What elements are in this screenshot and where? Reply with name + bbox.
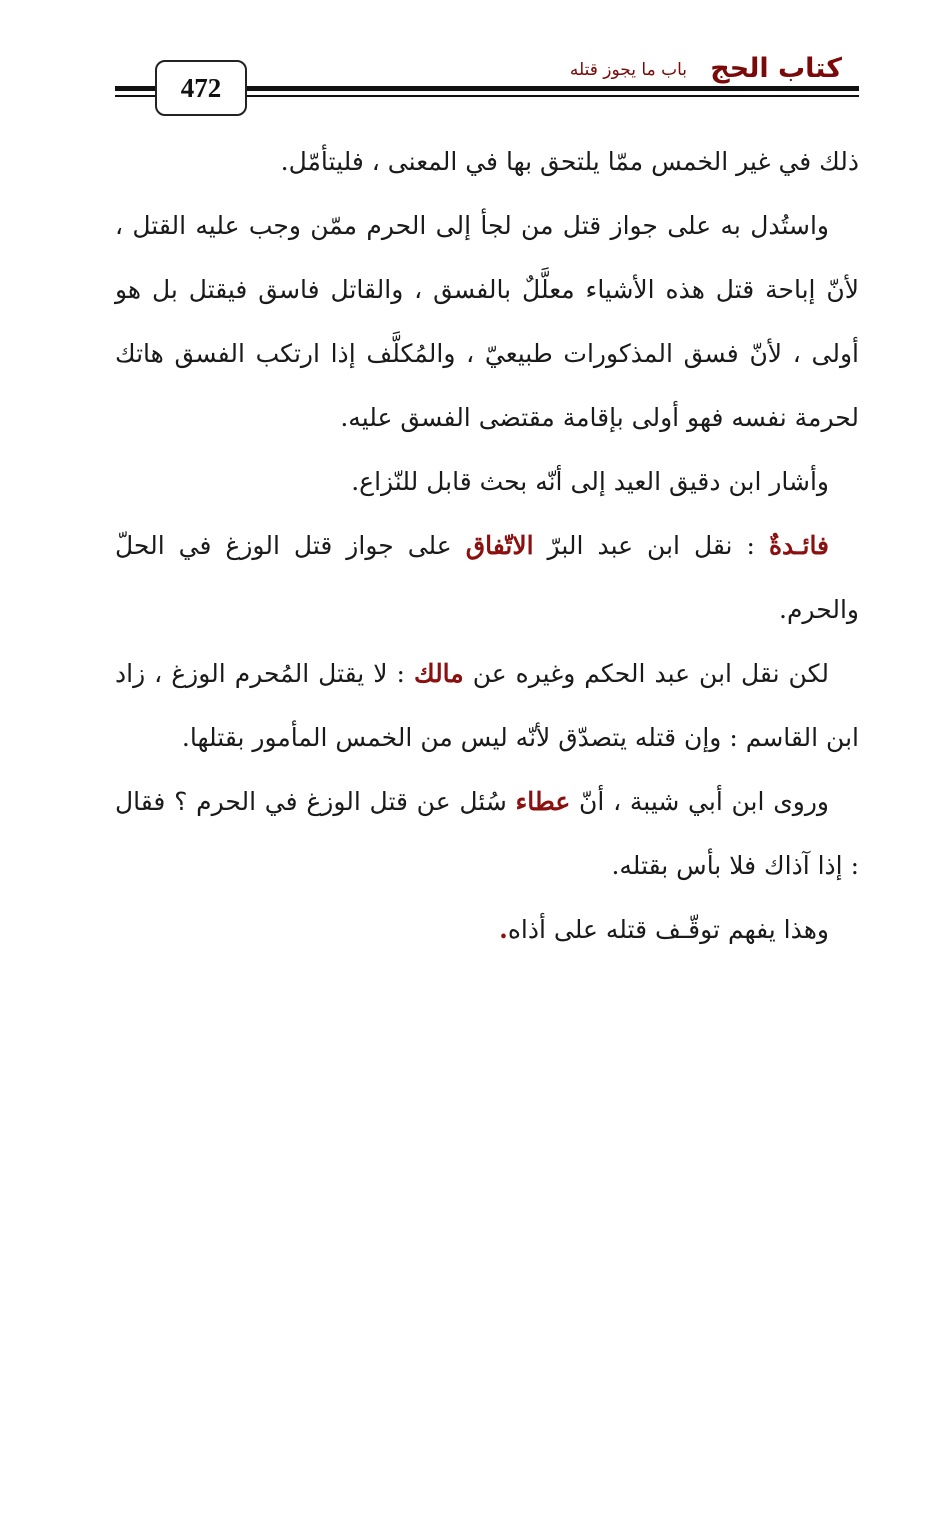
paragraph-4-text-a: : نقل ابن عبد البرّ xyxy=(533,531,769,560)
paragraph-2: واستُدل به على جواز قتل من لجأ إلى الحرم ممّن وجب عليه القتل ، لأنّ إباحة قتل هذه الأشياء معلَّلٌ بالفسق ، والقاتل فاسق فيقتل بل هو أولى ، لأنّ فسق المذكورات طبيعيّ ، والمُكلَّف إذا ارتكب الفسق هاتك لحرمة نفسه فهو أولى بإقامة مقتضى الفسق عليه. xyxy=(115,211,859,432)
body-text xyxy=(115,130,859,962)
paragraph-5-text-a: لكن نقل ابن عبد الحكم وغيره عن xyxy=(463,659,829,688)
paragraph-6-text-a: وروى ابن أبي شيبة ، أنّ xyxy=(570,787,829,816)
highlight-ata: عطاء xyxy=(515,787,571,816)
paragraph-3: وأشار ابن دقيق العيد إلى أنّه بحث قابل للنّزاع. xyxy=(351,467,829,496)
book-title: كتاب الحج xyxy=(710,53,842,84)
paragraph-6 xyxy=(115,770,859,898)
highlight-consensus: الاتّفاق xyxy=(465,531,534,560)
page-number: 472 xyxy=(180,72,222,103)
paragraph-6-text-b: سُئل عن قتل الوزغ في الحرم ؟ فقال : إذا آذاك فلا بأس بقتله. xyxy=(115,787,859,880)
paragraph-7-text: وهذا يفهم توقّـف قتله على أذاه xyxy=(507,915,829,944)
chapter-title: باب ما يجوز قتله xyxy=(569,60,687,80)
page-number-box xyxy=(155,60,247,116)
highlight-malik: مالك xyxy=(414,659,464,688)
paragraph-5 xyxy=(115,642,859,770)
paragraph-5-text-b: : لا يقتل المُحرم الوزغ ، زاد ابن القاسم : وإن قتله يتصدّق لأنّه ليس من الخمس المأمور بقتلها. xyxy=(115,659,859,752)
paragraph-7 xyxy=(115,898,859,962)
paragraph-1: ذلك في غير الخمس ممّا يلتحق بها في المعنى ، فليتأمّل. xyxy=(280,147,859,176)
benefit-label: فائـدةٌ xyxy=(768,531,830,560)
paragraph-4 xyxy=(115,514,859,642)
page-header xyxy=(0,0,945,130)
paragraph-4-text-b: على جواز قتل الوزغ في الحلّ والحرم. xyxy=(115,531,859,624)
end-mark: . xyxy=(499,915,508,944)
